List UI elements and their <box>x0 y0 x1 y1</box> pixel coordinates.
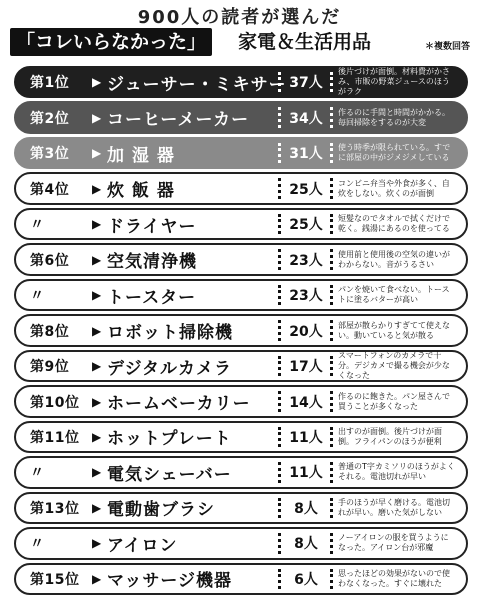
subtitle: 900人の読者が選んだ <box>137 7 342 28</box>
title-row <box>10 28 470 58</box>
arrow-icon: ▶ <box>92 394 102 409</box>
item-name: ロボット掃除機 <box>107 323 233 344</box>
item-name: 電動歯ブラシ <box>107 500 215 521</box>
title-text: 家電＆生活用品 <box>238 31 372 53</box>
header <box>0 0 479 60</box>
rank-label: 第3位 <box>30 146 70 163</box>
rank-label: 〃 <box>30 536 45 553</box>
vote-count: 8人 <box>294 536 318 553</box>
dotted-divider <box>278 533 281 553</box>
dotted-divider <box>278 427 281 447</box>
rank-label: 第4位 <box>30 181 70 198</box>
dotted-divider <box>330 569 333 589</box>
dotted-divider <box>330 178 333 198</box>
item-name: 空気清浄機 <box>107 252 197 273</box>
ranking-row <box>14 527 468 559</box>
ranking-row <box>14 208 468 240</box>
arrow-icon: ▶ <box>92 465 102 480</box>
arrow-icon: ▶ <box>92 288 102 303</box>
arrow-icon: ▶ <box>92 536 102 551</box>
arrow-icon: ▶ <box>92 429 102 444</box>
rank-label: 第11位 <box>30 429 80 446</box>
ranking-row <box>14 279 468 311</box>
dotted-divider <box>278 462 281 482</box>
reason-text: ノーアイロンの服を買うようになった。アイロン台が邪魔 <box>338 533 449 553</box>
vote-count: 20人 <box>289 323 323 340</box>
vote-count: 11人 <box>289 465 323 482</box>
reason-text: 手のほうが早く磨ける。電池切れが早い。磨いた気がしない <box>338 497 450 517</box>
dotted-divider <box>278 285 281 305</box>
reason-text: パンを焼いて食べない。トーストに塗るバターが高い <box>338 285 450 305</box>
item-name: アイロン <box>107 535 178 556</box>
rank-label: 第15位 <box>30 571 80 588</box>
reason-text: 使用前と使用後の空気の違いがわからない。音がうるさい <box>338 249 450 269</box>
rank-label: 第2位 <box>30 110 70 127</box>
reason-text: コンビニ弁当や外食が多く、自炊をしない。炊くのが面倒 <box>338 178 450 198</box>
title-highlight: 「コレいらなかった」 <box>10 28 212 56</box>
arrow-icon: ▶ <box>92 359 102 374</box>
dotted-divider <box>330 427 333 447</box>
vote-count: 23人 <box>289 252 323 269</box>
item-name: ジューサー・ミキサー <box>107 74 287 95</box>
arrow-icon: ▶ <box>92 146 102 161</box>
dotted-divider <box>330 285 333 305</box>
ranking-row <box>14 456 468 488</box>
reason-text: 普通のT字カミソリのほうがよくそれる。電池切れが早い <box>338 462 455 482</box>
vote-count: 34人 <box>289 110 323 127</box>
vote-count: 17人 <box>289 359 323 376</box>
vote-count: 31人 <box>289 146 323 163</box>
rank-label: 第8位 <box>30 323 70 340</box>
dotted-divider <box>278 107 281 127</box>
ranking-row <box>14 421 468 453</box>
arrow-icon: ▶ <box>92 571 102 586</box>
reason-text: スマートフォンのカメラで十分。デジカメで撮る機会が少なくなった <box>338 351 450 381</box>
arrow-icon: ▶ <box>92 217 102 232</box>
dotted-divider <box>330 320 333 340</box>
vote-count: 37人 <box>289 75 323 92</box>
item-name: 炊 飯 器 <box>107 181 175 202</box>
item-name: コーヒーメーカー <box>107 110 250 131</box>
vote-count: 11人 <box>289 429 323 446</box>
rank-label: 第1位 <box>30 75 70 92</box>
item-name: ホームベーカリー <box>107 394 251 414</box>
ranking-row <box>14 350 468 382</box>
dotted-divider <box>330 107 333 127</box>
rank-label: 〃 <box>30 217 45 234</box>
dotted-divider <box>278 320 281 340</box>
arrow-icon: ▶ <box>92 252 102 267</box>
arrow-icon: ▶ <box>92 75 102 90</box>
dotted-divider <box>330 391 333 411</box>
item-name: 加 湿 器 <box>107 145 175 166</box>
item-name: ドライヤー <box>107 216 197 237</box>
ranking-list <box>14 66 468 598</box>
rank-label: 第9位 <box>30 359 70 376</box>
vote-count: 25人 <box>289 217 323 234</box>
ranking-row <box>14 101 468 133</box>
item-name: デジタルカメラ <box>107 358 232 379</box>
arrow-icon: ▶ <box>92 500 102 515</box>
reason-text: 作るのに手間と時間がかかる。毎回掃除をするのが大変 <box>338 107 450 127</box>
reason-text: 思ったほどの効果がないので使わなくなった。すぐに壊れた <box>338 568 450 588</box>
ranking-row <box>14 243 468 275</box>
dotted-divider <box>278 356 281 376</box>
ranking-row <box>14 172 468 204</box>
rank-label: 第6位 <box>30 252 70 269</box>
dotted-divider <box>330 249 333 269</box>
dotted-divider <box>330 214 333 234</box>
arrow-icon: ▶ <box>92 181 102 196</box>
ranking-row <box>14 563 468 595</box>
dotted-divider <box>330 356 333 376</box>
dotted-divider <box>278 178 281 198</box>
item-name: ホットプレート <box>107 429 232 450</box>
ranking-row <box>14 66 468 98</box>
dotted-divider <box>278 72 281 92</box>
item-name: 電気シェーバー <box>107 464 232 485</box>
reason-text: 出すのが面倒。後片づけが面倒。フライパンのほうが便利 <box>338 426 442 446</box>
dotted-divider <box>330 462 333 482</box>
dotted-divider <box>278 391 281 411</box>
ranking-row <box>14 314 468 346</box>
ranking-row <box>14 385 468 417</box>
reason-text: 使う時季が限られている。すでに部屋の中がジメジメしている <box>338 143 451 163</box>
arrow-icon: ▶ <box>92 110 102 125</box>
item-name: マッサージ機器 <box>107 571 232 592</box>
rank-label: 〃 <box>30 288 45 305</box>
dotted-divider <box>330 533 333 553</box>
dotted-divider <box>278 214 281 234</box>
dotted-divider <box>278 249 281 269</box>
vote-count: 14人 <box>289 394 323 411</box>
dotted-divider <box>278 498 281 518</box>
item-name: トースター <box>107 287 197 308</box>
note-multiple-answers: ＊複数回答 <box>424 42 470 52</box>
reason-text: 部屋が散らかりすぎてて使えない。動いていると気が散る <box>338 320 450 340</box>
vote-count: 6人 <box>294 571 318 588</box>
reason-text: 後片づけが面倒。材料費がかさみ、市販の野菜ジュースのほうがラク <box>338 67 450 97</box>
reason-text: 作るのに飽きた。パン屋さんで買うことが多くなった <box>338 391 450 411</box>
reason-text: 短髪なのでタオルで拭くだけで乾く。銭湯にあるのを使ってる <box>338 214 450 234</box>
dotted-divider <box>330 143 333 163</box>
vote-count: 25人 <box>289 181 323 198</box>
dotted-divider <box>278 143 281 163</box>
ranking-row <box>14 137 468 169</box>
vote-count: 23人 <box>289 288 323 305</box>
dotted-divider <box>330 498 333 518</box>
ranking-row <box>14 492 468 524</box>
dotted-divider <box>278 569 281 589</box>
rank-label: 第13位 <box>30 500 80 517</box>
rank-label: 第10位 <box>30 394 80 411</box>
vote-count: 8人 <box>294 500 318 517</box>
arrow-icon: ▶ <box>92 323 102 338</box>
rank-label: 〃 <box>30 465 45 482</box>
dotted-divider <box>330 72 333 92</box>
